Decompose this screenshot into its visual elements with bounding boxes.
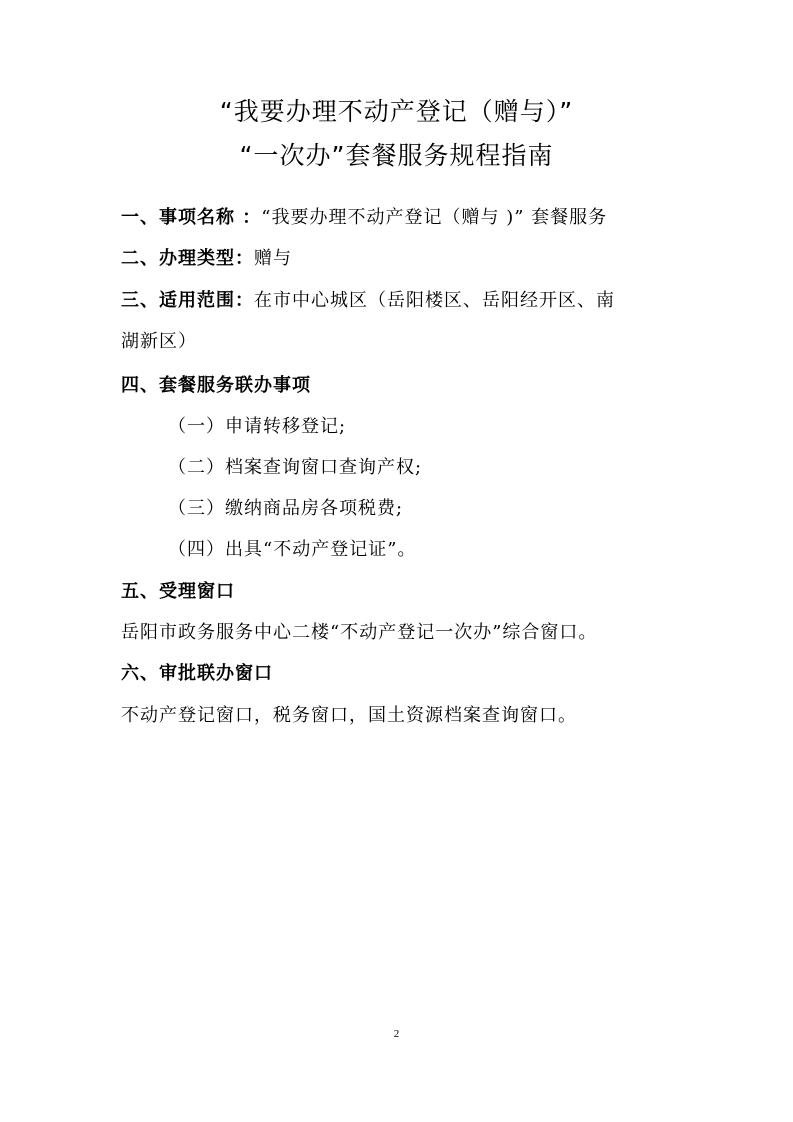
item-name-row: [121, 203, 607, 229]
joint-items-heading: 四、套餐服务联办事项: [121, 375, 311, 396]
document-title-line-1: “我要办理不动产登记（赠与）”: [219, 97, 574, 126]
scope-value-line-1: 在市中心城区（岳阳楼区、岳阳经开区、南: [254, 290, 615, 311]
handling-type-row: [121, 244, 292, 270]
page-number: 2: [393, 1028, 400, 1040]
joint-item-4: （四）出具“不动产登记证”。: [168, 539, 417, 560]
scope-heading: 三、适用范围：: [121, 290, 254, 311]
approval-windows-text: 不动产登记窗口，税务窗口，国土资源档案查询窗口。: [121, 705, 577, 726]
joint-item-3: （三）缴纳商品房各项税费;: [168, 498, 404, 519]
joint-item-1: （一）申请转移登记;: [168, 416, 347, 437]
acceptance-window-text: 岳阳市政务服务中心二楼“不动产登记一次办”综合窗口。: [121, 622, 598, 643]
joint-item-2: （二）档案查询窗口查询产权;: [168, 457, 423, 478]
document-title-line-2: “一次办”套餐服务规程指南: [239, 141, 554, 170]
handling-type-heading: 二、办理类型：: [121, 248, 254, 269]
scope-value-line-2: 湖新区）: [121, 331, 197, 352]
acceptance-window-heading: 五、受理窗口: [121, 581, 235, 602]
item-name-value: “我要办理不动产登记（赠与 )” 套餐服务: [261, 207, 608, 228]
approval-windows-heading: 六、审批联办窗口: [121, 663, 273, 684]
item-name-heading: 一、事项名称 ：: [121, 207, 262, 228]
scope-row: [121, 286, 615, 312]
handling-type-value: 赠与: [254, 248, 292, 269]
